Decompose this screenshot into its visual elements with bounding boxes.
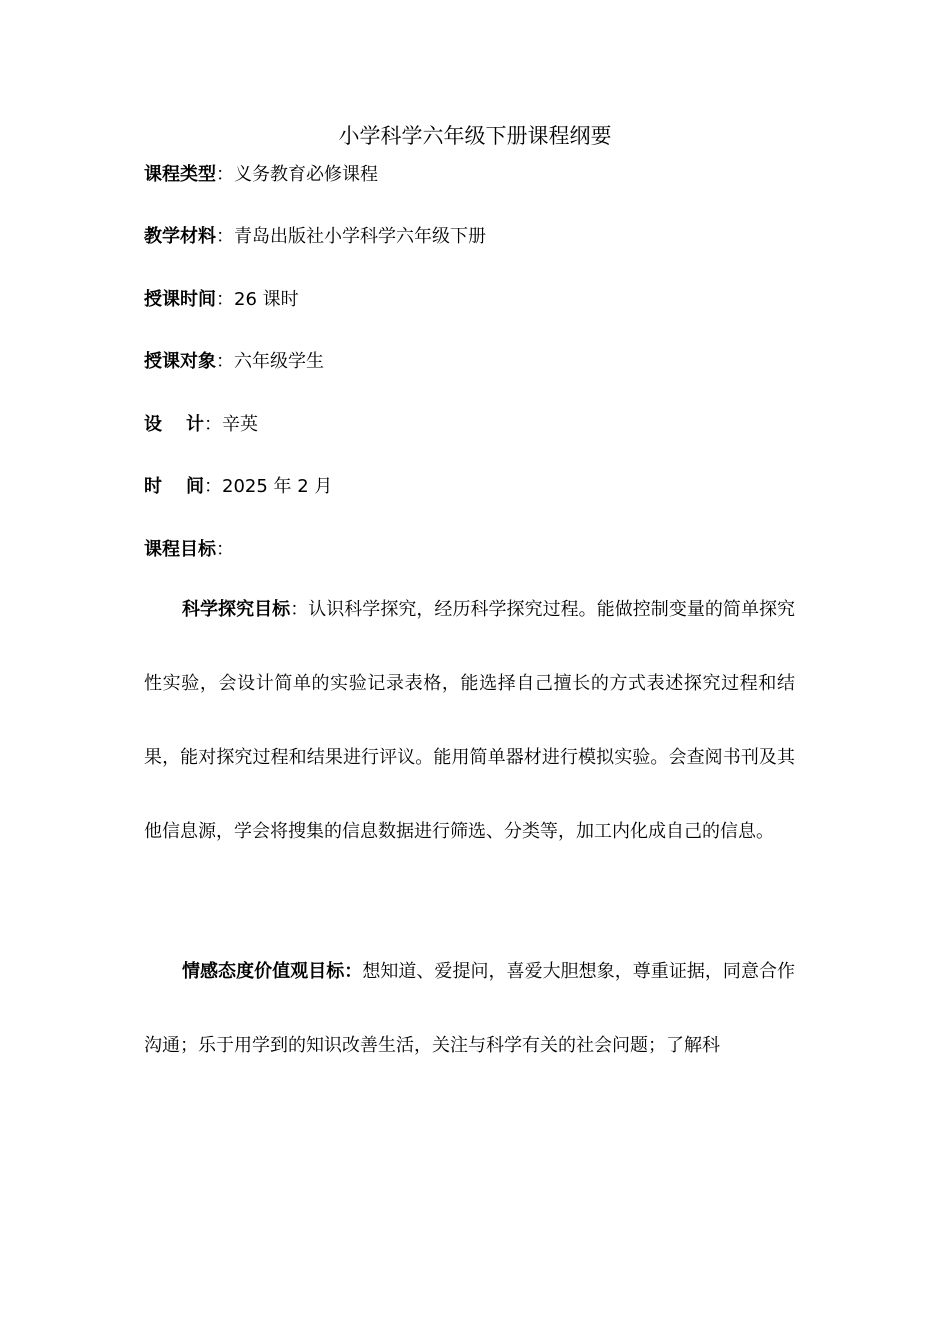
field-label: 授课对象 [144, 351, 216, 372]
field-colon: ： [204, 414, 222, 435]
field-value: 2025 年 2 月 [222, 476, 333, 497]
field-colon: ： [204, 476, 222, 497]
field-label-last-char: 间 [186, 476, 204, 497]
field-label: 教学材料 [144, 226, 216, 247]
field-label: 课程目标 [144, 539, 216, 560]
field-colon: ： [216, 164, 234, 185]
goal-text: 认识科学探究，经历科学探究过程。能做控制变量的简单探究性实验，会设计简单的实验记录表格，能选择自己擅长的方式表述探究过程和结果，能对探究过程和结果进行评议。能用简单器材进行模拟实验。会查阅书刊及其他信息源，学会将搜集的信息数据进行筛选、分类等，加工内化成自己的信息。 [144, 599, 796, 842]
field-label [144, 476, 204, 497]
field-colon: ： [216, 539, 234, 560]
field-colon: ： [216, 289, 234, 310]
field-value: 义务教育必修课程 [234, 164, 378, 185]
goal-separator: ： [290, 599, 309, 620]
field-label: 授课时间 [144, 289, 216, 310]
document-title: 小学科学六年级下册课程纲要 [338, 124, 612, 148]
goal-label: 科学探究目标 [182, 599, 291, 620]
field-teaching-material [144, 225, 804, 249]
field-colon: ： [216, 226, 234, 247]
field-value: 青岛出版社小学科学六年级下册 [234, 226, 486, 247]
field-designer [144, 413, 804, 437]
field-label-last-char: 计 [186, 414, 204, 435]
field-course-type [144, 163, 804, 187]
goal-science-inquiry [144, 573, 795, 869]
field-value: 26 课时 [234, 289, 299, 310]
field-value: 辛英 [222, 414, 258, 435]
goal-emotion-attitude [144, 935, 795, 1083]
field-label-first-char: 设 [144, 414, 186, 435]
field-label [144, 414, 204, 435]
field-label: 课程类型 [144, 164, 216, 185]
field-date [144, 475, 804, 499]
goal-label: 情感态度价值观目标： [182, 961, 363, 982]
field-label-first-char: 时 [144, 476, 186, 497]
goal-text: 想知道、爱提问，喜爱大胆想象，尊重证据，同意合作沟通；乐于用学到的知识改善生活，关注与科学有关的社会问题；了解科 [144, 961, 796, 1056]
field-colon: ： [216, 351, 234, 372]
field-class-hours [144, 288, 804, 312]
field-audience [144, 350, 804, 374]
field-course-goals [144, 538, 804, 562]
field-value: 六年级学生 [234, 351, 324, 372]
